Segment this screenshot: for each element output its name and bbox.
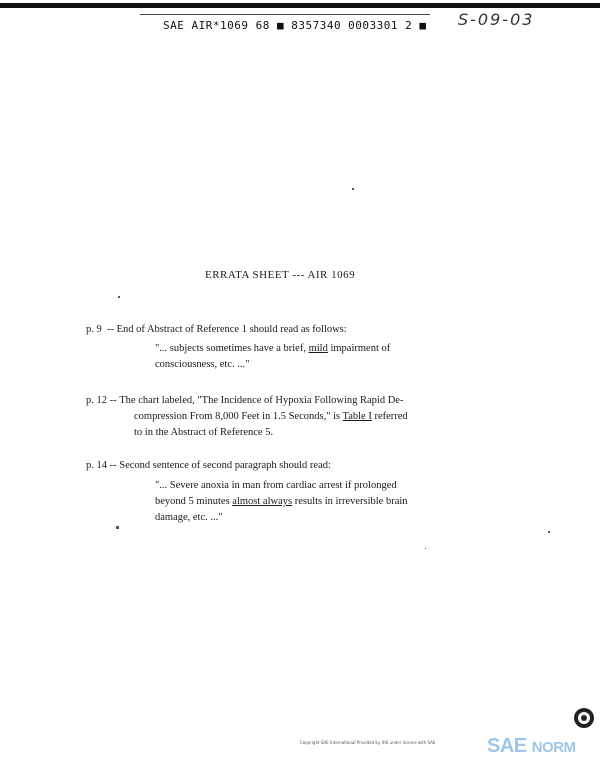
separator: -- <box>109 460 117 471</box>
errata-entry-p14 <box>86 458 331 474</box>
scan-speck <box>352 188 354 190</box>
scan-speck <box>548 531 550 533</box>
underlined-text: mild <box>308 343 328 354</box>
page-ref: p. 14 <box>86 460 107 471</box>
scan-speck <box>118 296 120 298</box>
entry-text: compression From 8,000 Feet in 1.5 Seconds," is <box>134 411 343 422</box>
entry-text: End of Abstract of Reference 1 should read as follows: <box>116 324 347 335</box>
errata-entry-p9 <box>86 322 347 338</box>
quote-text: damage, etc. ..." <box>155 512 223 523</box>
logo-text: SAE <box>487 735 527 757</box>
entry-text: The chart labeled, "The Incidence of Hypoxia Following Rapid De- <box>119 395 404 406</box>
logo-suffix: NORM <box>531 739 576 756</box>
errata-entry-p12 <box>86 393 403 409</box>
handwritten-note: S-09-03 <box>458 10 535 29</box>
scan-speck <box>116 526 119 529</box>
quote-text: results in irreversible brain <box>292 496 408 507</box>
quote-p9 <box>155 341 390 373</box>
entry-text: referred <box>371 411 408 422</box>
page-ref: p. 9 <box>86 324 102 335</box>
separator: -- <box>107 324 114 335</box>
quote-text: consciousness, etc. ..." <box>155 359 250 370</box>
top-border-line <box>0 3 600 8</box>
footer-copyright: Copyright SAE International Provided by IHS under license with SAE <box>300 740 436 745</box>
header-rule <box>140 14 430 15</box>
quote-p14 <box>155 478 408 526</box>
scan-speck <box>425 548 426 549</box>
underlined-text: almost always <box>232 496 293 507</box>
entry-p12-continuation <box>134 409 408 441</box>
document-code: SAE AIR*1069 68 ■ 8357340 0003301 2 ■ <box>163 19 427 32</box>
seal-icon <box>573 707 595 729</box>
page-ref: p. 12 <box>86 395 107 406</box>
entry-text: Second sentence of second paragraph should read: <box>119 460 331 471</box>
quote-text: "... subjects sometimes have a brief, <box>155 343 309 354</box>
entry-text: to in the Abstract of Reference 5. <box>134 427 274 438</box>
quote-text: beyond 5 minutes <box>155 496 233 507</box>
page-title: ERRATA SHEET --- AIR 1069 <box>205 269 356 281</box>
sae-norm-logo <box>487 735 576 758</box>
separator: -- <box>109 395 117 406</box>
quote-text: impairment of <box>327 343 391 354</box>
quote-text: "... Severe anoxia in man from cardiac arrest if prolonged <box>155 480 397 491</box>
underlined-text: Table I <box>342 411 372 422</box>
